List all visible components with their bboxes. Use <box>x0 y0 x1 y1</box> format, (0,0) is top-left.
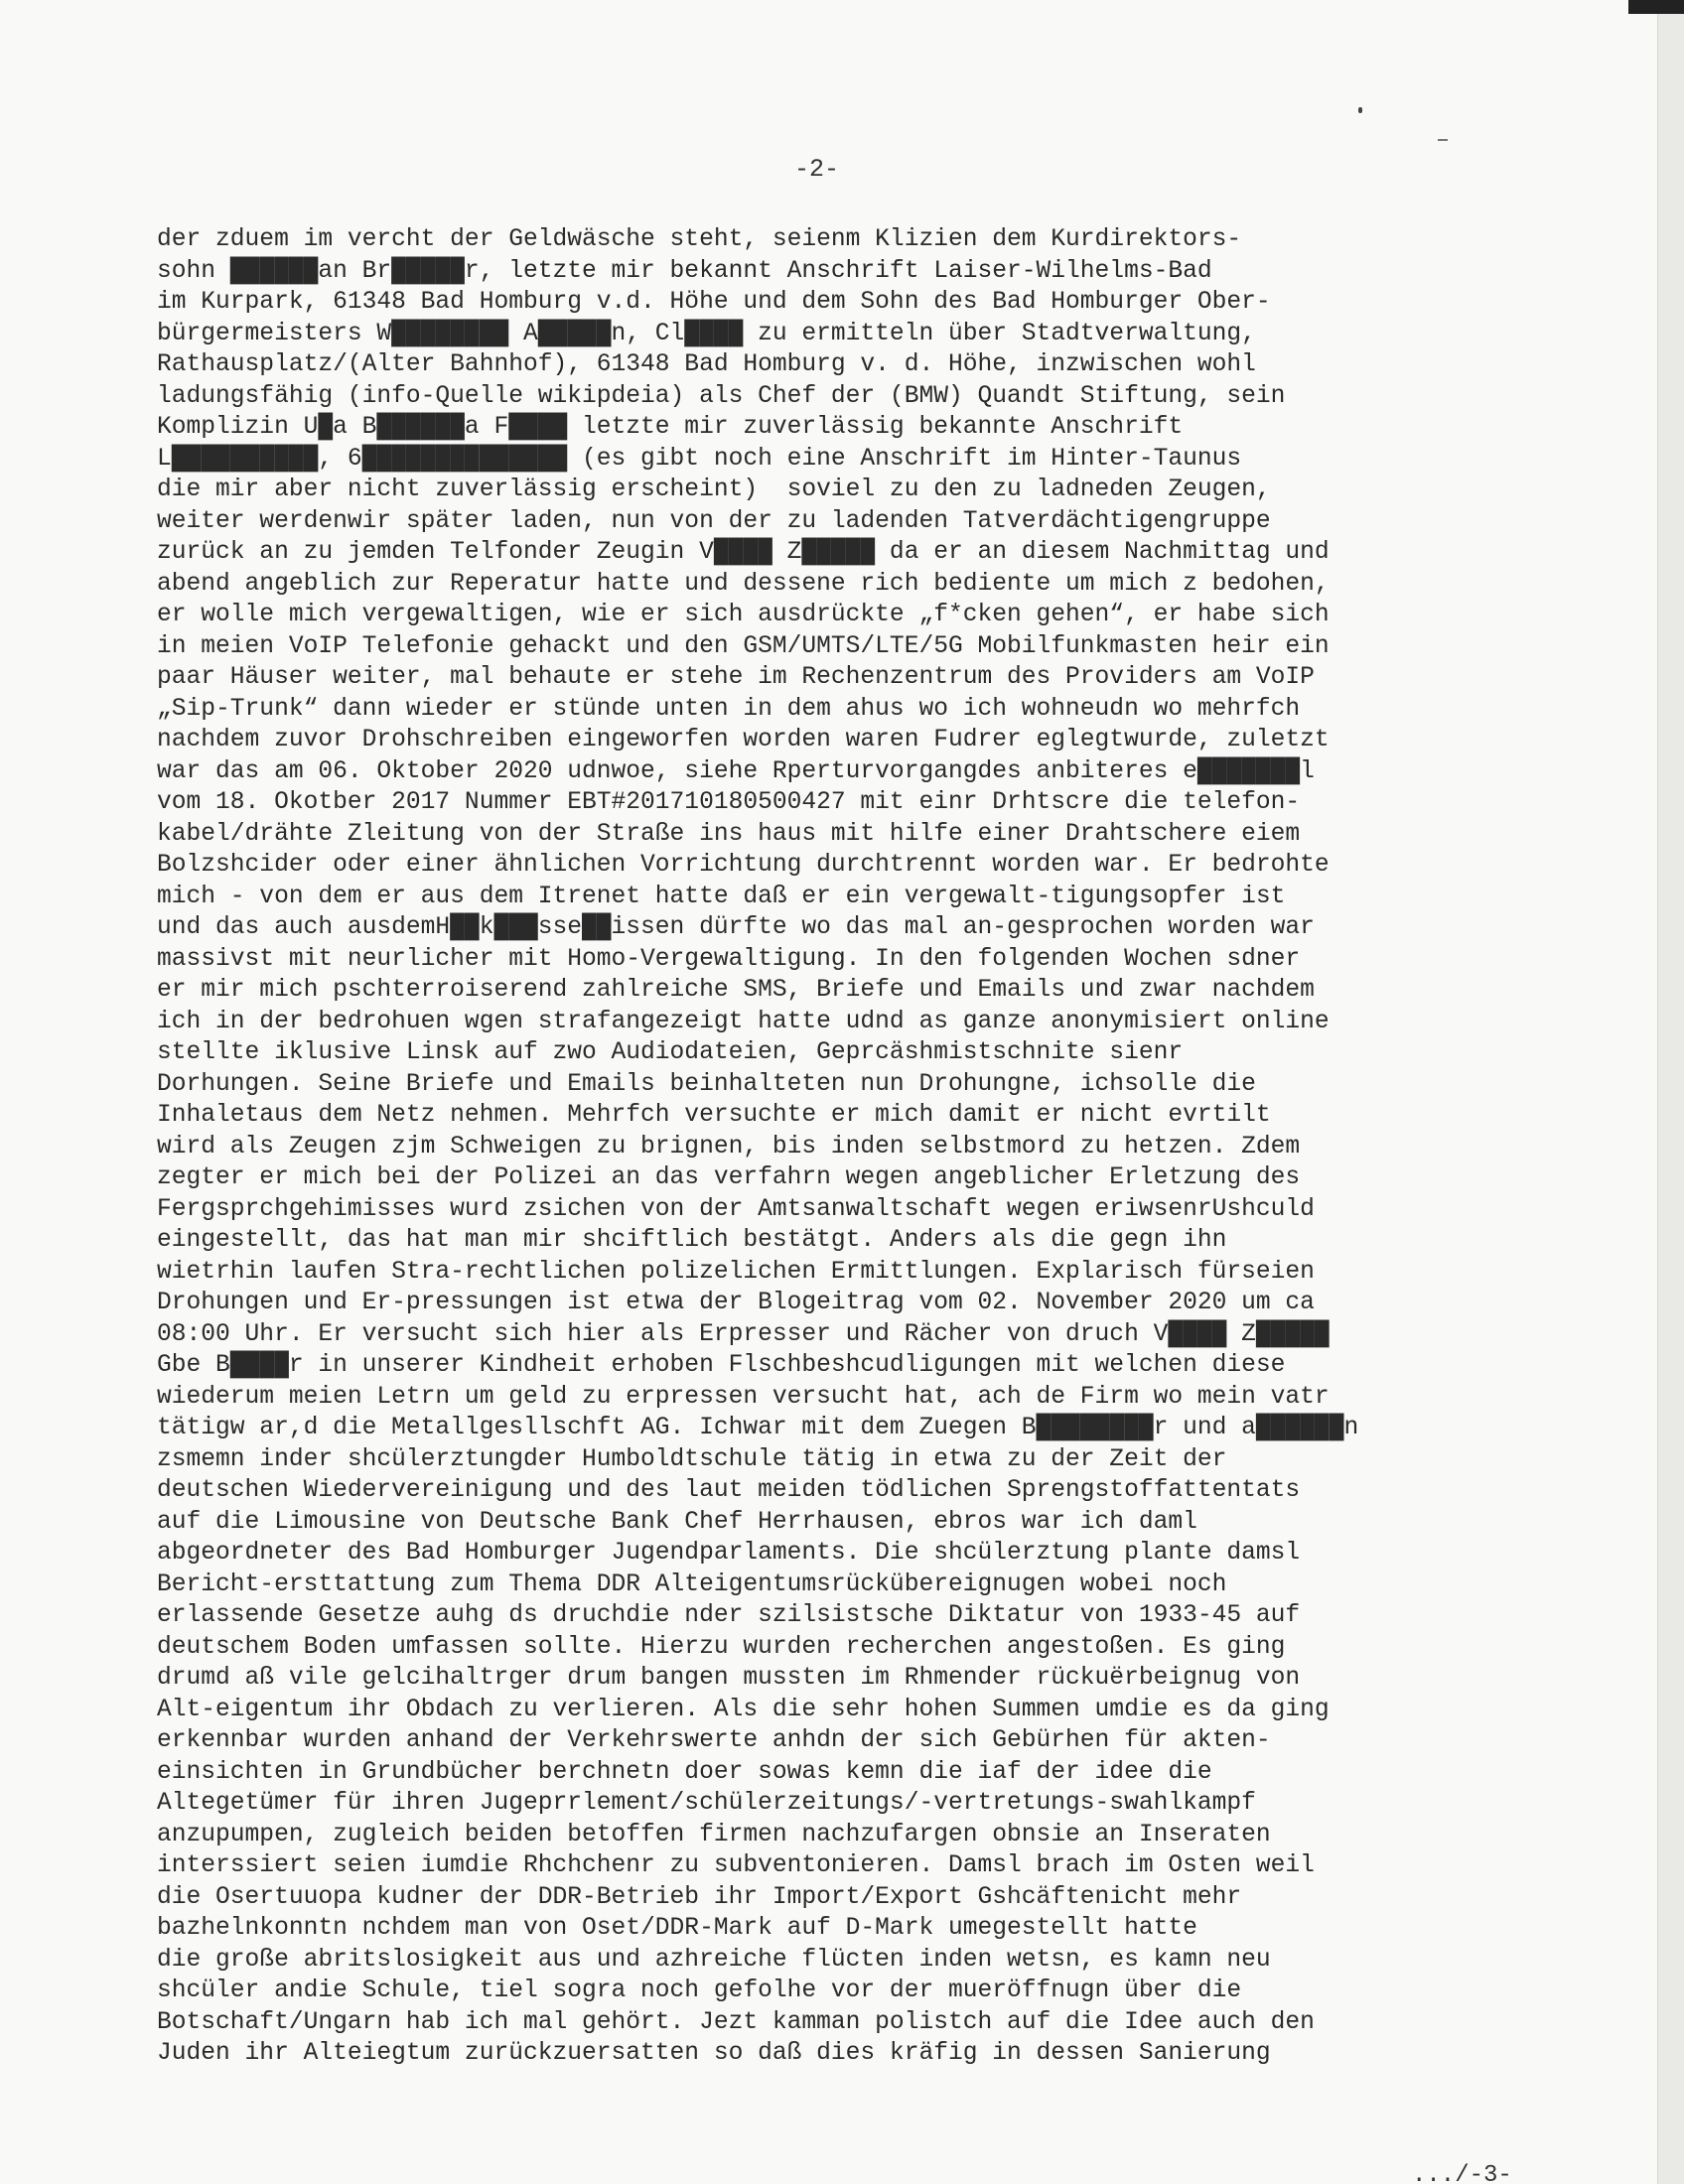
scan-speck <box>1438 139 1448 141</box>
text-line: wietrhin laufen Stra-rechtlichen polizelichen Ermittlungen. Explarisch fürseien <box>157 1258 1315 1286</box>
text-line: zsmemn inder shcülerztungder Humboldtschule tätig in etwa zu der Zeit der <box>157 1445 1227 1473</box>
text-line: erlassende Gesetze auhg ds druchdie nder szilsistsche Diktatur von 1933-45 auf <box>157 1602 1301 1629</box>
text-line: Bericht-ersttattung zum Thema DDR Alteigentumsrückübereignugen wobei noch <box>157 1570 1227 1598</box>
text-line: Alt-eigentum ihr Obdach zu verlieren. Als die sehr hohen Summen umdie es da ging <box>157 1696 1330 1723</box>
text-line: ladungsfähig (info-Quelle wikipdeia) als Chef der (BMW) Quandt Stiftung, sein <box>157 382 1286 410</box>
text-line: stellte iklusive Linsk auf zwo Audiodateien, Geprcäshmistschnite sienr <box>157 1039 1184 1066</box>
text-line: paar Häuser weiter, mal behaute er stehe im Rechenzentrum des Providers am VoIP <box>157 664 1315 691</box>
text-line: weiter werdenwir später laden, nun von der zu ladenden Tatverdächtigengruppe <box>157 507 1271 535</box>
text-line: Altegetümer für ihren Jugeprrlement/schülerzeitungs/-vertretungs-swahlkampf <box>157 1790 1256 1817</box>
text-line: Bolzshcider oder einer ähnlichen Vorrichtung durchtrennt worden war. Er bedrohte <box>157 852 1330 879</box>
text-line: die mir aber nicht zuverlässig erscheint) soviel zu den zu ladneden Zeugen, <box>157 477 1271 503</box>
text-line: einsichten in Grundbücher berchnetn doer sowas kemn die iaf der idee die <box>157 1758 1212 1786</box>
letter-body <box>157 224 1527 2070</box>
scan-edge <box>1657 0 1684 2184</box>
text-line: deutschem Boden umfassen sollte. Hierzu wurden recherchen angestoßen. Es ging <box>157 1633 1286 1661</box>
text-line: zegter er mich bei der Polizei an das verfahrn wegen angeblicher Erletzung des <box>157 1164 1301 1191</box>
text-line: und das auch ausdemH██k███sse██issen dürfte wo das mal an-gesprochen worden war <box>157 914 1315 941</box>
text-line: Dorhungen. Seine Briefe und Emails beinhalteten nun Drohungne, ichsolle die <box>157 1070 1256 1098</box>
text-line: war das am 06. Oktober 2020 udnwoe, siehe Rperturvorgangdes anbiteres e███████l <box>157 757 1315 785</box>
text-line: die große abritslosigkeit aus und azhreiche flücten inden wetsn, es kamn neu <box>157 1946 1271 1974</box>
text-line: kabel/drähte Zleitung von der Straße ins haus mit hilfe einer Drahtschere eiem <box>157 820 1301 848</box>
text-line: er mir mich pschterroiserend zahlreiche SMS, Briefe und Emails und zwar nachdem <box>157 977 1315 1004</box>
continuation-marker: .../-3- <box>1412 2162 1512 2184</box>
text-line: Inhaletaus dem Netz nehmen. Mehrfch versuchte er mich damit er nicht evrtilt <box>157 1102 1271 1129</box>
text-line: mich - von dem er aus dem Itrenet hatte daß er ein vergewalt-tigungsopfer ist <box>157 883 1286 910</box>
text-line: auf die Limousine von Deutsche Bank Chef Herrhausen, ebros war ich daml <box>157 1508 1197 1536</box>
text-line: drumd aß vile gelcihaltrger drum bangen mussten im Rhmender rückuërbeignug von <box>157 1665 1301 1692</box>
text-line: 08:00 Uhr. Er versucht sich hier als Erpresser und Rächer von druch V████ Z█████ <box>157 1320 1330 1348</box>
text-line: shcüler andie Schule, tiel sogra noch gefolhe vor der mueröffnugn über die <box>157 1978 1242 2004</box>
text-line: deutschen Wiedervereinigung und des laut meiden tödlichen Sprengstoffattentats <box>157 1477 1301 1504</box>
text-line: massivst mit neurlicher mit Homo-Vergewaltigung. In den folgenden Wochen sdner <box>157 945 1301 973</box>
text-line: L██████████, 6██████████████ (es gibt noch eine Anschrift im Hinter-Taunus <box>157 445 1242 473</box>
text-line: Juden ihr Alteiegtum zurückzuersatten so daß dies kräfig in dessen Sanierung <box>157 2040 1271 2067</box>
text-line: Fergsprchgehimisses wurd zsichen von der Amtsanwaltschaft wegen eriwsenrUshculd <box>157 1195 1315 1223</box>
text-line: abgeordneter des Bad Homburger Jugendparlaments. Die shcülerztung plante damsl <box>157 1540 1301 1567</box>
text-line: sohn ██████an Br█████r, letzte mir bekannt Anschrift Laiser-Wilhelms-Bad <box>157 257 1212 285</box>
text-line: Rathausplatz/(Alter Bahnhof), 61348 Bad Homburg v. d. Höhe, inzwischen wohl <box>157 351 1256 378</box>
text-line: Gbe B████r in unserer Kindheit erhoben Flschbeshcudligungen mit welchen diese <box>157 1352 1286 1379</box>
text-line: wiederum meien Letrn um geld zu erpressen versucht hat, ach de Firm wo mein vatr <box>157 1383 1330 1411</box>
scan-corner-mark <box>1628 0 1684 14</box>
text-line: Komplizin U█a B██████a F████ letzte mir zuverlässig bekannte Anschrift <box>157 414 1184 441</box>
text-line: in meien VoIP Telefonie gehackt und den GSM/UMTS/LTE/5G Mobilfunkmasten heir ein <box>157 632 1330 660</box>
text-line: im Kurpark, 61348 Bad Homburg v.d. Höhe und dem Sohn des Bad Homburger Ober- <box>157 289 1271 316</box>
text-line: eingestellt, das hat man mir shciftlich bestätgt. Anders als die gegn ihn <box>157 1227 1227 1254</box>
text-line: Drohungen und Er-pressungen ist etwa der Blogeitrag vom 02. November 2020 um ca <box>157 1290 1315 1316</box>
text-line: tätigw ar,d die Metallgesllschft AG. Ichwar mit dem Zuegen B████████r und a██████n <box>157 1415 1359 1441</box>
text-line: Botschaft/Ungarn hab ich mal gehört. Jezt kamman polistch auf die Idee auch den <box>157 2008 1315 2036</box>
text-line: anzupumpen, zugleich beiden betoffen firmen nachzufargen obnsie an Inseraten <box>157 1821 1271 1848</box>
text-line: erkennbar wurden anhand der Verkehrswerte anhdn der sich Gebürhen für akten- <box>157 1727 1271 1754</box>
text-line: interssiert seien iumdie Rhchchenr zu subventonieren. Damsl brach im Osten weil <box>157 1852 1315 1879</box>
scan-speck <box>1358 107 1362 113</box>
text-line: die Osertuuopa kudner der DDR-Betrieb ihr Import/Export Gshcäftenicht mehr <box>157 1883 1242 1911</box>
text-line: nachdem zuvor Drohschreiben eingeworfen worden waren Fudrer eglegtwurde, zuletzt <box>157 727 1330 753</box>
text-line: ich in der bedrohuen wgen strafangezeigt hatte udnd as ganze anonymisiert online <box>157 1008 1330 1035</box>
text-line: „Sip-Trunk“ dann wieder er stünde unten in dem ahus wo ich wohneudn wo mehrfch <box>157 695 1301 723</box>
text-line: zurück an zu jemden Telfonder Zeugin V████ Z█████ da er an diesem Nachmittag und <box>157 539 1330 566</box>
page-number: -2- <box>794 155 840 184</box>
text-line: der zduem im vercht der Geldwäsche steht, seienm Klizien dem Kurdirektors- <box>157 226 1242 253</box>
text-line: abend angeblich zur Reperatur hatte und dessene rich bediente um mich z bedohen, <box>157 570 1330 598</box>
text-line: bazhelnkonntn nchdem man von Oset/DDR-Mark auf D-Mark umegestellt hatte <box>157 1915 1197 1942</box>
text-line: vom 18. Okotber 2017 Nummer EBT#201710180500427 mit einr Drhtscre die telefon- <box>157 789 1301 816</box>
text-line: wird als Zeugen zjm Schweigen zu brignen, bis inden selbstmord zu hetzen. Zdem <box>157 1133 1301 1160</box>
text-line: er wolle mich vergewaltigen, wie er sich ausdrückte „f*cken gehen“, er habe sich <box>157 602 1330 628</box>
text-line: bürgermeisters W████████ A█████n, Cl████ zu ermitteln über Stadtverwaltung, <box>157 320 1256 347</box>
